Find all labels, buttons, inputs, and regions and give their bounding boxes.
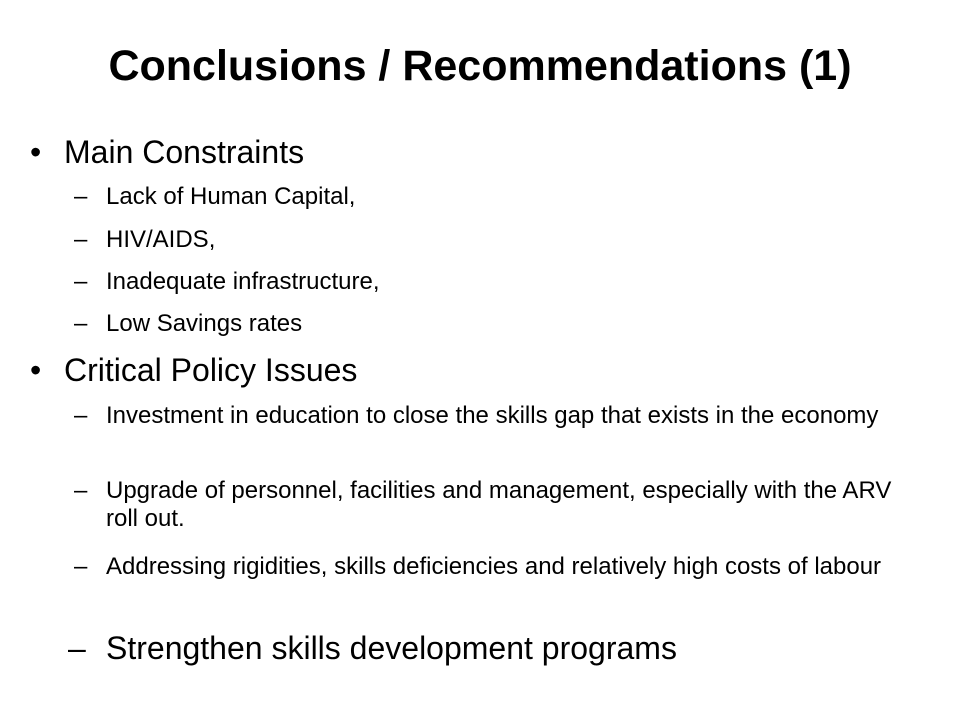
sub-bullet-text: Strengthen skills development programs xyxy=(106,630,677,666)
dash-marker: – xyxy=(74,310,88,337)
sub-bullet-text: Addressing rigidities, skills deficiencies and relatively high costs of labour xyxy=(106,553,882,580)
dash-marker: – xyxy=(74,183,88,210)
dash-marker: – xyxy=(68,630,86,666)
sub-bullet-text: Lack of Human Capital, xyxy=(106,183,356,210)
bullet-text: Critical Policy Issues xyxy=(64,352,358,388)
bullet-text: Main Constraints xyxy=(64,134,305,170)
sub-bullet-hiv-aids xyxy=(74,226,906,254)
sub-bullet-upgrade-personnel xyxy=(74,477,906,533)
dash-marker: – xyxy=(74,268,88,295)
dash-marker: – xyxy=(74,402,88,429)
sub-bullet-text: Low Savings rates xyxy=(106,310,303,337)
sub-bullet-human-capital xyxy=(74,183,906,211)
sub-bullet-savings-rates xyxy=(74,310,906,338)
sub-bullet-text: HIV/AIDS, xyxy=(106,226,216,253)
slide-title: Conclusions / Recommendations (1) xyxy=(108,42,852,90)
dash-marker: – xyxy=(74,553,88,580)
sub-bullet-infrastructure xyxy=(74,268,906,296)
sub-bullet-text: Upgrade of personnel, facilities and management, especially with the ARV roll out. xyxy=(106,477,892,532)
dash-marker: – xyxy=(74,477,88,504)
sub-bullet-text: Investment in education to close the skills gap that exists in the economy xyxy=(106,402,879,429)
dash-marker: – xyxy=(74,226,88,253)
sub-bullet-investment-education xyxy=(74,402,906,430)
sub-bullet-addressing-rigidities xyxy=(74,553,906,581)
bullet-critical-policy-issues xyxy=(30,350,358,390)
bullet-marker: • xyxy=(30,134,42,170)
sub-bullet-strengthen-skills xyxy=(68,628,906,668)
bullet-marker: • xyxy=(30,352,42,388)
bullet-main-constraints xyxy=(30,132,305,172)
sub-bullet-text: Inadequate infrastructure, xyxy=(106,268,380,295)
